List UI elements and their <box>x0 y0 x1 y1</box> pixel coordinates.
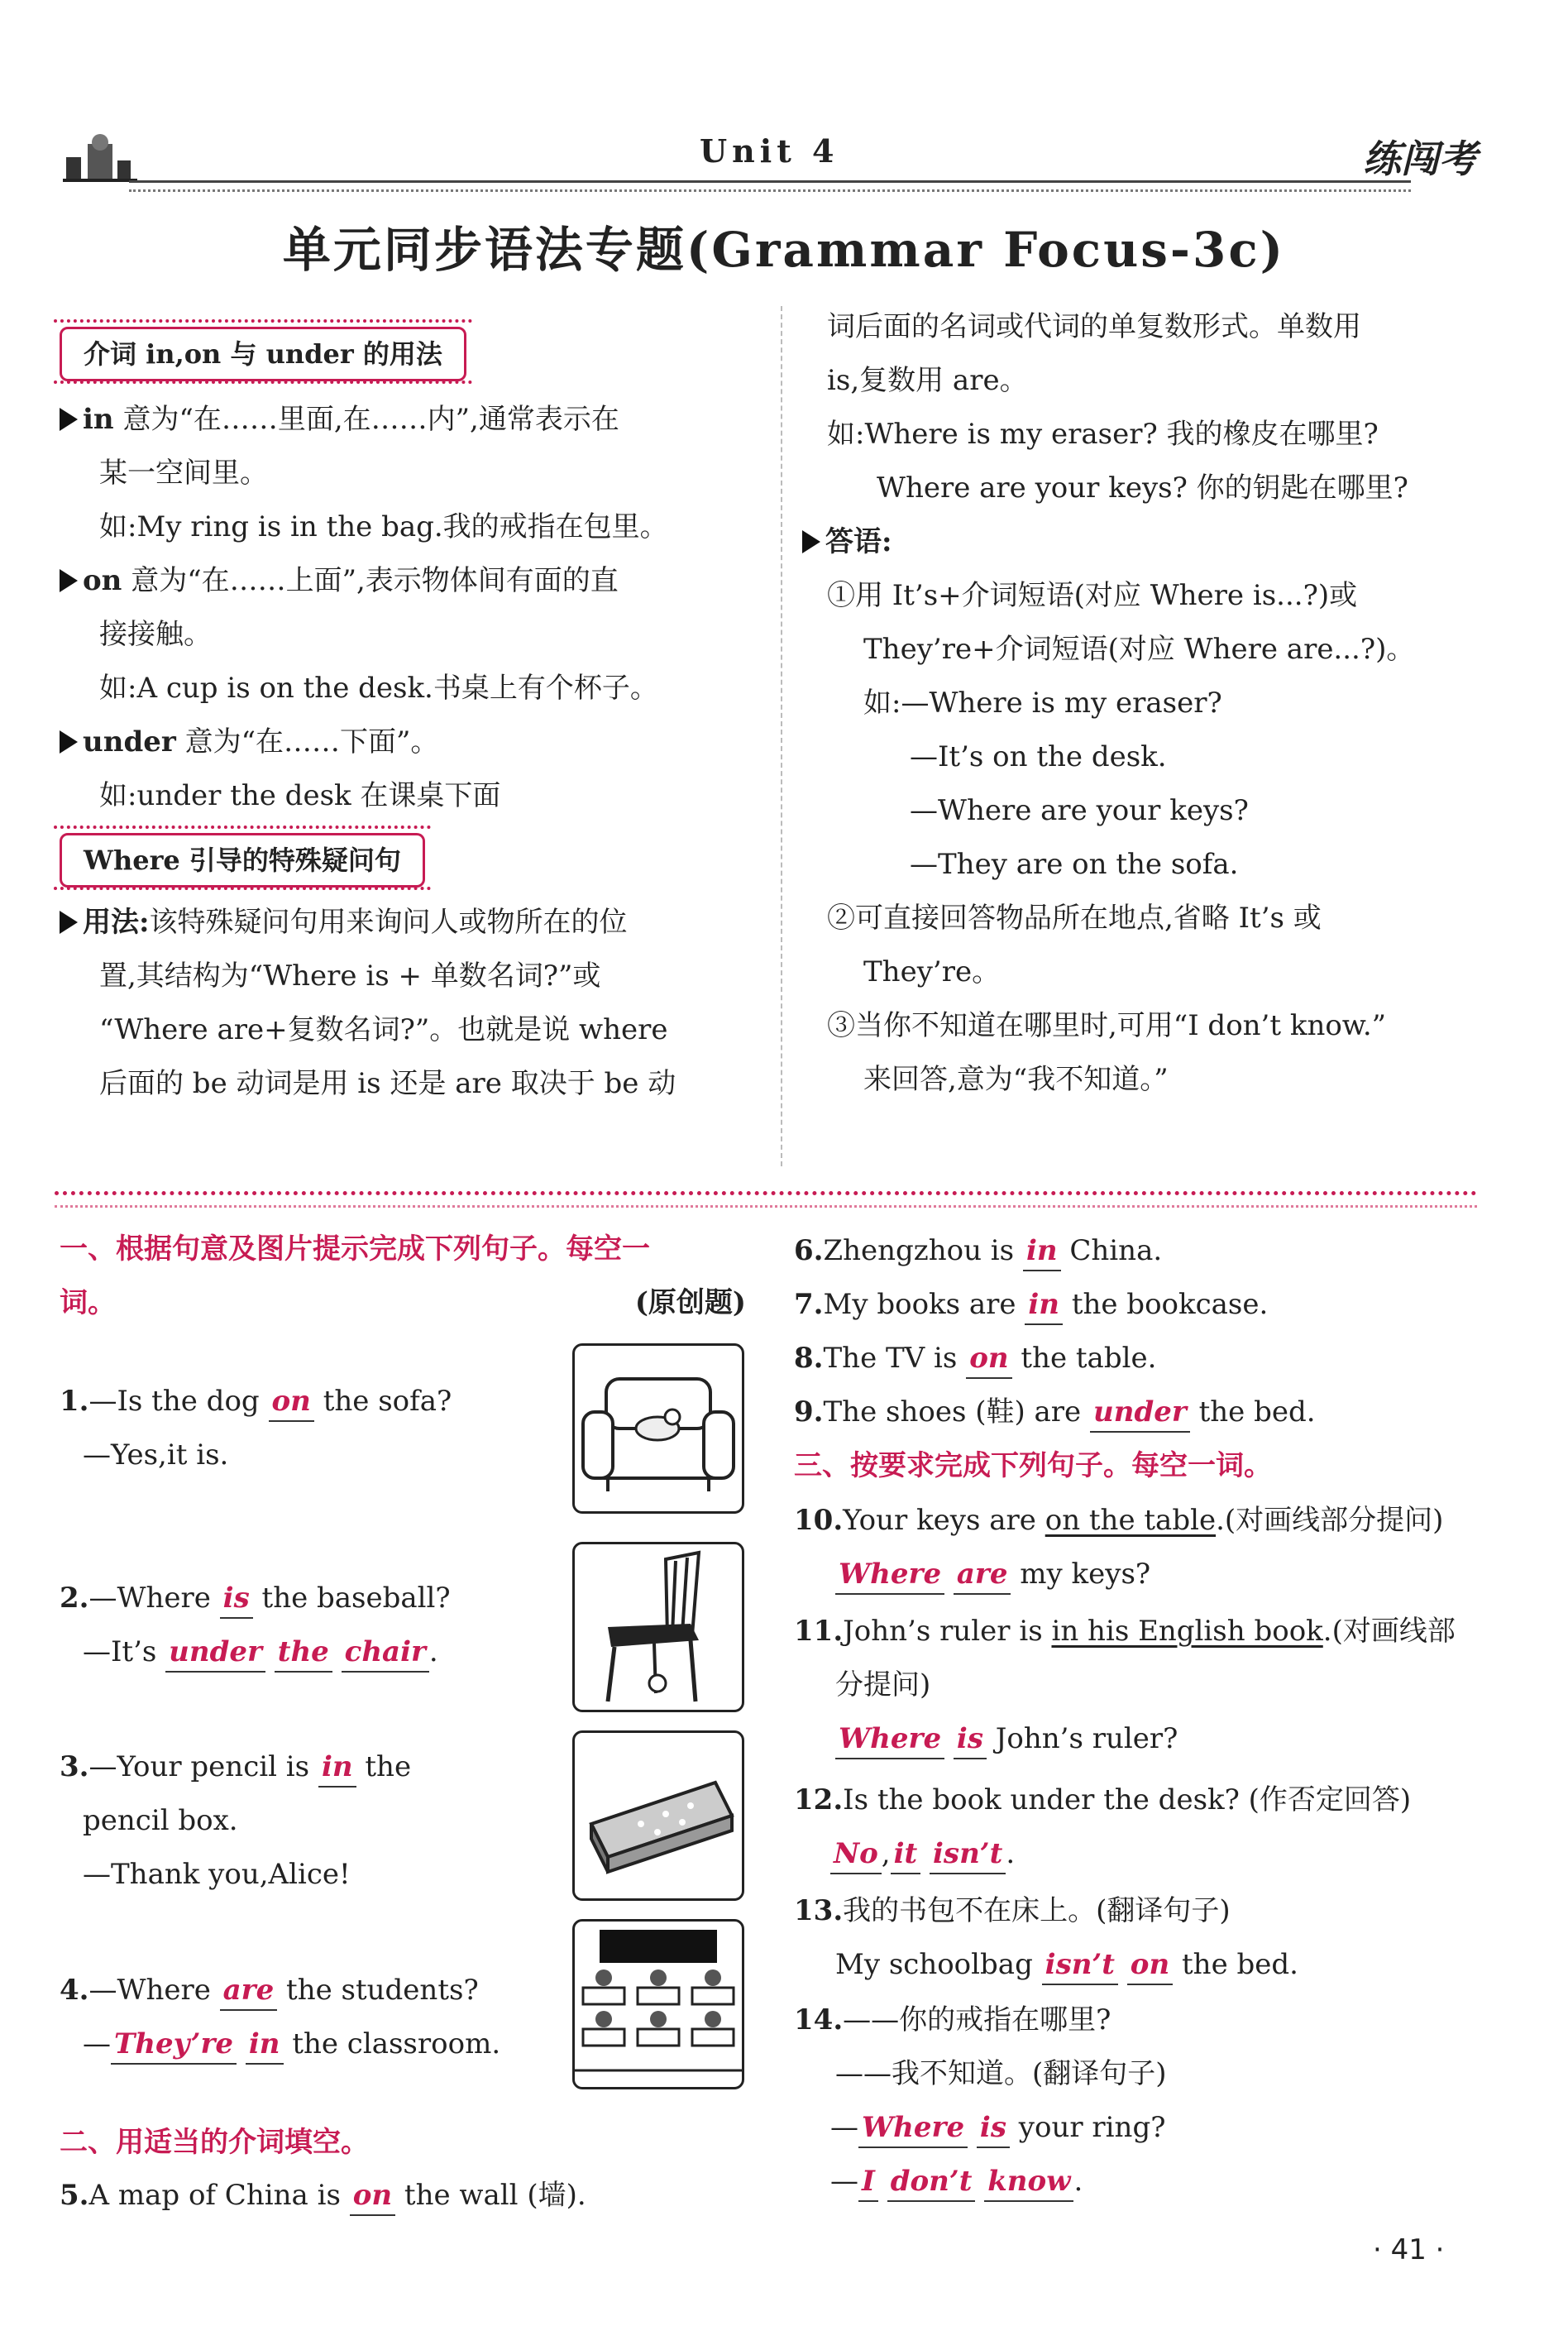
question-number: 6. <box>794 1234 824 1267</box>
punctuation: . <box>1006 1837 1016 1870</box>
rule-under: 意为“在……下面”。 <box>184 725 439 759</box>
section-divider <box>55 1191 1477 1208</box>
usage-key: 用法: <box>83 906 150 939</box>
unit-title: Unit 4 <box>700 132 839 170</box>
question-number: 13. <box>794 1894 844 1927</box>
question-text: the table. <box>1021 1342 1157 1375</box>
exercise-3-title: 三、按要求完成下列句子。每空一词。 <box>794 1449 1272 1482</box>
question-8 <box>794 1332 1480 1386</box>
question-9 <box>794 1386 1480 1439</box>
question-text: the students? <box>286 1974 479 2007</box>
answer-blank[interactable]: are <box>954 1555 1011 1595</box>
answer-blank[interactable]: under <box>1090 1393 1190 1433</box>
answer-blank[interactable]: on <box>269 1382 314 1422</box>
answer-blank[interactable]: in <box>246 2025 284 2065</box>
usage-line-4: 后面的 be 动词是用 is 还是 are 取决于 be 动 <box>99 1067 676 1100</box>
rule-in-cont: 某一空间里。 <box>99 457 268 490</box>
question-instruction: 分提问) <box>835 1668 931 1701</box>
exercise-1-heading-line2: 词。 <box>60 1286 116 1319</box>
exercise-2-title: 二、用适当的介词填空。 <box>60 2126 369 2159</box>
question-number: 5. <box>60 2179 89 2212</box>
punctuation: . <box>428 1635 438 1668</box>
answer-blank[interactable]: don’t <box>887 2162 976 2202</box>
question-number: 9. <box>794 1395 824 1429</box>
punctuation: , <box>881 1837 891 1870</box>
header-rule <box>129 180 1411 192</box>
answer-rule-1-cont: They’re+介词短语(对应 Where are...?)。 <box>863 633 1415 666</box>
question-1 <box>60 1375 556 1482</box>
keyword-in: in <box>83 403 114 436</box>
example-on: 如:A cup is on the desk.书桌上有个杯子。 <box>99 672 658 705</box>
question-response: —Thank you,Alice! <box>83 1858 351 1891</box>
question-number: 11. <box>794 1615 844 1648</box>
rule-in: 意为“在……里面,在……内”,通常表示在 <box>122 403 619 436</box>
rule-on: 意为“在……上面”,表示物体间有面的直 <box>131 564 619 597</box>
sofa-dog-picture <box>572 1343 744 1514</box>
answer-blank[interactable]: know <box>984 2162 1073 2202</box>
question-2 <box>60 1572 556 1679</box>
question-response: —It’s <box>83 1635 157 1668</box>
question-7 <box>794 1278 1480 1332</box>
arrow-icon <box>60 911 78 934</box>
answer-blank[interactable]: is <box>977 2108 1010 2148</box>
usage-line-2: 置,其结构为“Where is + 单数名词?”或 <box>99 960 601 993</box>
question-text: the bed. <box>1198 1395 1316 1429</box>
question-6 <box>794 1224 1480 1278</box>
question-text: Your keys are <box>843 1504 1036 1537</box>
usage-line-6: is,复数用 are。 <box>827 364 1028 397</box>
question-number: 3. <box>60 1750 89 1783</box>
arrow-icon <box>802 530 820 553</box>
castle-logo-icon <box>63 132 137 185</box>
question-text: China. <box>1069 1234 1163 1267</box>
question-11 <box>794 1605 1480 1766</box>
answer-example-3: —Where are your keys? <box>910 794 1249 827</box>
chair-baseball-picture <box>572 1542 744 1712</box>
dash: — <box>830 2111 858 2144</box>
question-text: the classroom. <box>292 2027 501 2060</box>
question-text: the sofa? <box>323 1385 452 1418</box>
question-text: A map of China is <box>88 2179 341 2212</box>
answer-blank[interactable]: on <box>350 2176 395 2216</box>
question-number: 12. <box>794 1783 844 1816</box>
sofa-icon <box>575 1346 742 1511</box>
answer-rule-2-cont: They’re。 <box>863 955 1001 988</box>
exercise-1-source: (原创题) <box>634 1286 746 1319</box>
question-response: —Yes,it is. <box>83 1438 229 1472</box>
example-under: 如:under the desk 在课桌下面 <box>99 779 501 812</box>
answer-example-1: 如:—Where is my eraser? <box>863 687 1222 720</box>
pencil-box-icon <box>575 1733 742 1898</box>
answer-blank[interactable]: isn’t <box>930 1835 1006 1874</box>
answer-blank[interactable]: it <box>891 1835 921 1874</box>
dash: — <box>830 2165 858 2198</box>
classroom-icon <box>575 1922 742 2087</box>
page-header <box>63 132 1485 189</box>
answer-blank[interactable]: is <box>954 1720 987 1759</box>
answer-example-4: —They are on the sofa. <box>910 848 1239 881</box>
keyword-on: on <box>83 564 122 597</box>
question-text: ——你的戒指在哪里? <box>843 2003 1111 2036</box>
usage-example-1: 如:Where is my eraser? 我的橡皮在哪里? <box>827 418 1379 451</box>
question-text: pencil box. <box>83 1804 238 1837</box>
question-text: The TV is <box>823 1342 958 1375</box>
grammar-right-column <box>827 300 1489 1107</box>
brand-logo: 练闯考 <box>1363 136 1477 181</box>
question-3 <box>60 1740 473 1902</box>
exercise-1-heading-line1: 一、根据句意及图片提示完成下列句子。每空一 <box>60 1232 650 1266</box>
question-4 <box>60 1964 556 2071</box>
chair-icon <box>575 1544 742 1710</box>
underlined-phrase: on the table <box>1045 1504 1217 1537</box>
question-text: the bed. <box>1182 1948 1298 1981</box>
exercise-2-heading <box>60 2116 369 2170</box>
keyword-under: under <box>83 725 176 759</box>
answer-blank[interactable]: Where <box>835 1720 944 1759</box>
question-14 <box>794 1993 1480 2209</box>
question-number: 8. <box>794 1342 824 1375</box>
answer-blank[interactable]: are <box>220 1971 278 2011</box>
answer-blank[interactable]: They’re <box>111 2025 237 2065</box>
exercise-1-heading <box>60 1223 746 1330</box>
arrow-icon <box>60 569 78 592</box>
answer-blank[interactable]: chair <box>342 1633 429 1673</box>
question-text: the <box>365 1750 412 1783</box>
answer-rule-2: ②可直接回答物品所在地点,省略 It’s 或 <box>827 902 1322 935</box>
question-13 <box>794 1884 1480 1992</box>
question-number: 1. <box>60 1385 89 1418</box>
exercise-3-heading <box>794 1439 1272 1493</box>
arrow-icon <box>60 408 78 431</box>
pencil-box-picture <box>572 1730 744 1901</box>
question-12 <box>794 1773 1480 1881</box>
column-divider <box>781 306 782 1166</box>
answer-rule-3: ③当你不知道在哪里时,可用“I don’t know.” <box>827 1009 1387 1042</box>
section-tag-where: Where 引导的特殊疑问句 <box>60 833 425 888</box>
answer-key: 答语: <box>825 525 892 558</box>
question-text: the baseball? <box>261 1582 451 1615</box>
question-text: The shoes (鞋) are <box>823 1395 1082 1429</box>
question-instruction: .(对画线部 <box>1322 1615 1456 1648</box>
question-text: —Where <box>88 1974 211 2007</box>
question-text: —Where <box>88 1582 211 1615</box>
question-text: my keys? <box>1020 1558 1151 1591</box>
usage-line-5: 词后面的名词或代词的单复数形式。单数用 <box>827 310 1361 343</box>
question-instruction: .(对画线部分提问) <box>1216 1504 1444 1537</box>
question-text: your ring? <box>1018 2111 1166 2144</box>
underlined-phrase: in his English book <box>1051 1615 1323 1648</box>
question-text: John’s ruler? <box>995 1722 1178 1755</box>
question-text: —Your pencil is <box>88 1750 310 1783</box>
answer-blank[interactable]: in <box>318 1748 356 1788</box>
rule-on-cont: 接接触。 <box>99 618 212 651</box>
question-text: John’s ruler is <box>843 1615 1043 1648</box>
answer-blank[interactable]: Where <box>835 1555 944 1595</box>
answer-blank[interactable]: the <box>275 1633 332 1673</box>
answer-blank[interactable]: isn’t <box>1042 1946 1118 1985</box>
answer-blank[interactable]: Where <box>858 2108 968 2148</box>
question-text: 我的书包不在床上。(翻译句子) <box>843 1894 1231 1927</box>
answer-rule-3-cont: 来回答,意为“我不知道。” <box>863 1063 1169 1096</box>
page-number: · 41 · <box>1373 2233 1445 2266</box>
usage-line-3: “Where are+复数名词?”。也就是说 where <box>99 1013 668 1046</box>
grammar-left-column <box>60 327 762 1111</box>
arrow-icon <box>60 730 78 754</box>
usage-line-1: 该特殊疑问句用来询问人或物所在的位 <box>149 906 628 939</box>
question-number: 7. <box>794 1288 824 1321</box>
question-number: 4. <box>60 1974 89 2007</box>
answer-blank[interactable]: No <box>830 1835 882 1874</box>
question-text: Zhengzhou is <box>823 1234 1015 1267</box>
answer-blank[interactable]: on <box>1127 1946 1173 1985</box>
question-text: Is the book under the desk? (作否定回答) <box>843 1783 1412 1816</box>
question-text: My books are <box>823 1288 1016 1321</box>
answer-blank[interactable]: is <box>220 1579 253 1619</box>
question-10 <box>794 1494 1480 1601</box>
answer-example-2: —It’s on the desk. <box>910 740 1167 773</box>
question-text: the wall (墙). <box>404 2179 586 2212</box>
answer-blank[interactable]: under <box>165 1633 265 1673</box>
question-response: — <box>83 2027 111 2060</box>
page-title: 单元同步语法专题(Grammar Focus-3c) <box>282 222 1286 278</box>
punctuation: . <box>1073 2165 1083 2198</box>
usage-example-2: Where are your keys? 你的钥匙在哪里? <box>877 471 1408 505</box>
question-number: 10. <box>794 1504 844 1537</box>
classroom-picture <box>572 1919 744 2089</box>
answer-blank[interactable]: on <box>966 1339 1011 1379</box>
answer-rule-1: ①用 It’s+介词短语(对应 Where is...?)或 <box>827 579 1358 612</box>
section-tag-prepositions: 介词 in,on 与 under 的用法 <box>60 327 466 381</box>
answer-blank[interactable]: I <box>858 2162 878 2202</box>
question-text: ——我不知道。(翻译句子) <box>835 2057 1167 2090</box>
question-text: My schoolbag <box>835 1948 1033 1981</box>
question-5 <box>60 2169 754 2223</box>
question-number: 2. <box>60 1582 89 1615</box>
question-text: the bookcase. <box>1071 1288 1269 1321</box>
question-number: 14. <box>794 2003 844 2036</box>
answer-blank[interactable]: in <box>1025 1285 1063 1325</box>
question-text: —Is the dog <box>88 1385 260 1418</box>
example-in: 如:My ring is in the bag.我的戒指在包里。 <box>99 510 668 543</box>
answer-blank[interactable]: in <box>1023 1232 1061 1271</box>
